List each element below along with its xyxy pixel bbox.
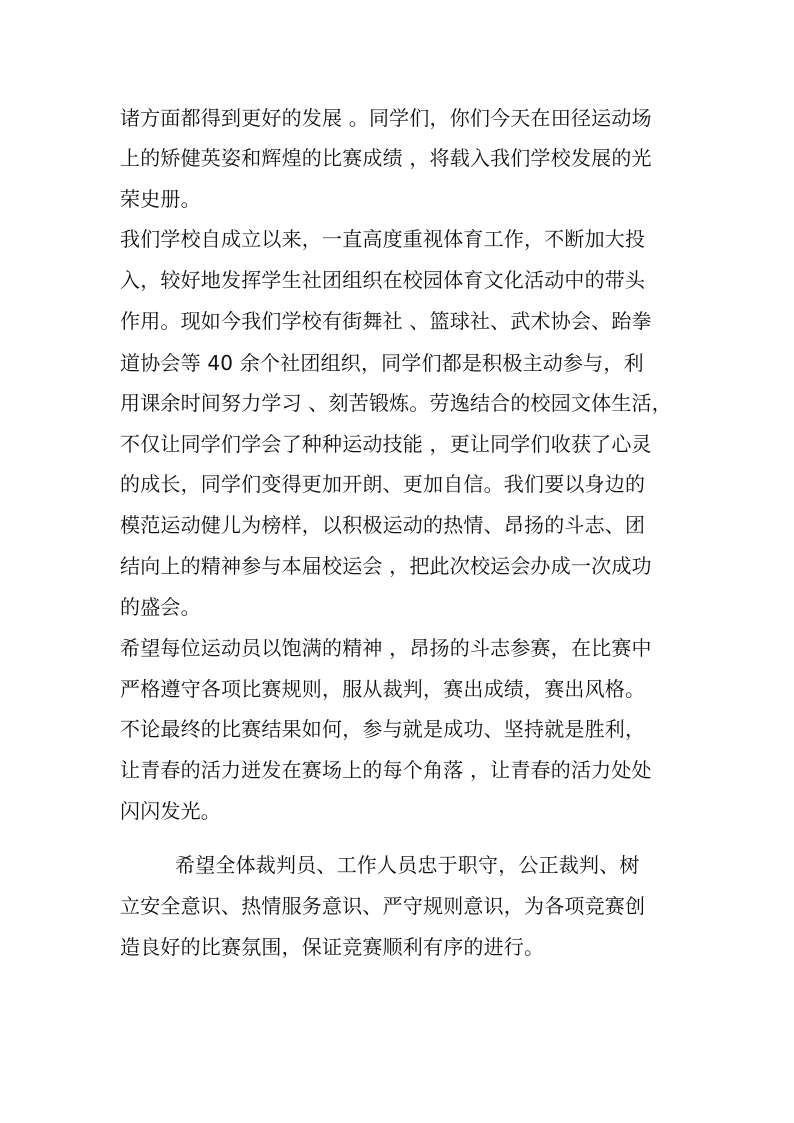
text-line: 希望每位运动员以饱满的精神 ，昂扬的斗志参赛，在比赛中	[120, 636, 652, 660]
text-line: 道协会等 40 余个社团组织，同学们都是积极主动参与，利	[120, 351, 644, 375]
text-line: 用课余时间努力学习 、刻苦锻炼。劳逸结合的校园文体生活，	[120, 391, 672, 415]
text-line: 立安全意识、热情服务意识、严守规则意识，为各项竞赛创	[120, 894, 646, 918]
text-line: 我们学校自成立以来，一直高度重视体育工作，不断加大投	[120, 227, 646, 251]
text-line: 结向上的精神参与本届校运会 ，把此次校运会办成一次成功	[120, 554, 652, 578]
text-line: 严格遵守各项比赛规则，服从裁判，赛出成绩，赛出风格。	[120, 677, 646, 701]
text-line: 造良好的比赛氛围，保证竞赛顺利有序的进行。	[120, 935, 545, 959]
text-line: 希望全体裁判员、工作人员忠于职守，公正裁判、树	[175, 853, 640, 877]
text-line: 的盛会。	[120, 595, 201, 619]
text-line: 的成长，同学们变得更加开朗、更加自信。我们要以身边的	[120, 472, 646, 496]
text-line: 让青春的活力迸发在赛场上的每个角落 ，让青春的活力处处	[120, 758, 652, 782]
text-line: 上的矫健英姿和辉煌的比赛成绩 ，将载入我们学校发展的光	[120, 146, 652, 170]
text-line: 作用。现如今我们学校有街舞社 、篮球社、武术协会、跆拳	[120, 309, 652, 333]
text-line: 不仅让同学们学会了种种运动技能 ，更让同学们收获了心灵	[120, 432, 652, 456]
text-line: 模范运动健儿为榜样，以积极运动的热情、昂扬的斗志、团	[120, 513, 646, 537]
text-line: 入，较好地发挥学生社团组织在校园体育文化活动中的带头	[120, 268, 646, 292]
text-line: 闪闪发光。	[120, 799, 221, 823]
text-line: 不论最终的比赛结果如何，参与就是成功、坚持就是胜利，	[120, 717, 646, 741]
text-line: 诸方面都得到更好的发展 。同学们，你们今天在田径运动场	[120, 106, 652, 130]
text-line: 荣史册。	[120, 187, 201, 211]
